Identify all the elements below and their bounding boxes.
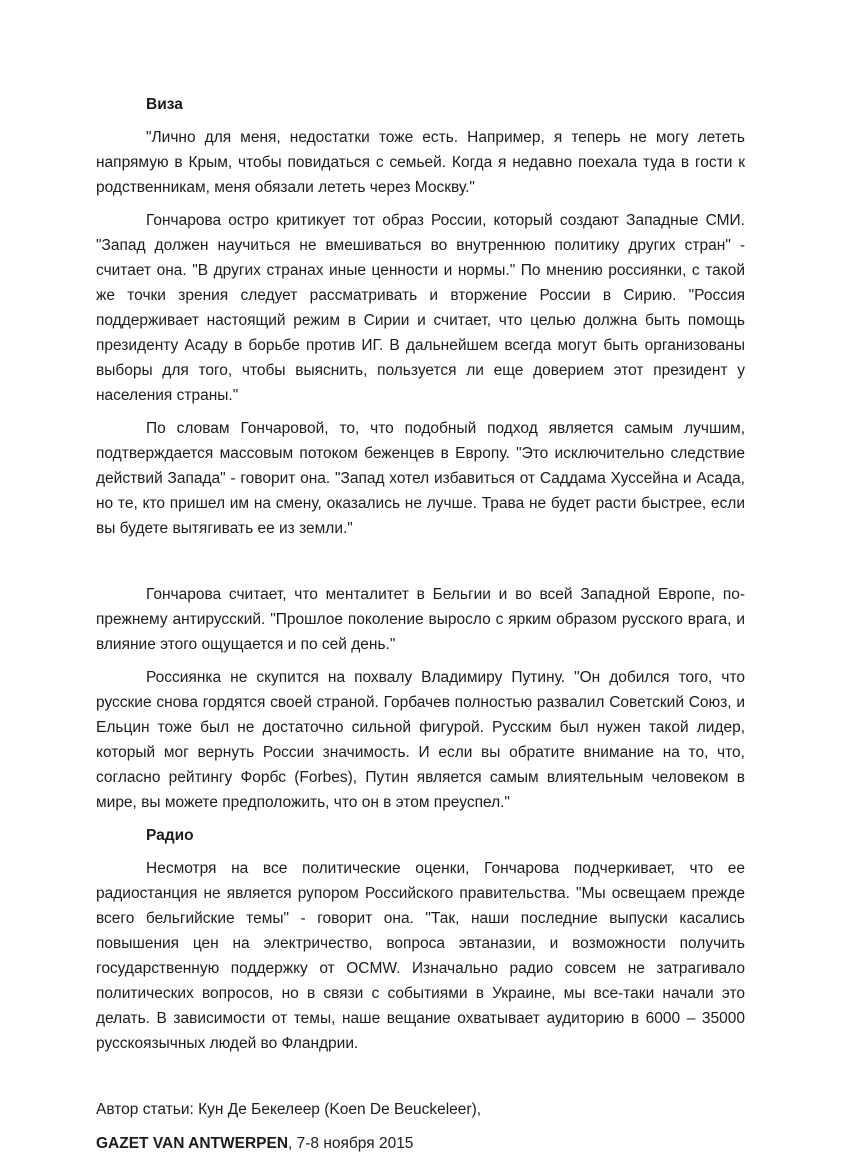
paragraph-western-media: Гончарова остро критикует тот образ России, который создают Западные СМИ. "Запад должен научиться не вмешиваться во внутреннюю политику других стран" - считает она. "В других странах иные ценности и нормы." По мнению россиянки, с такой же точки зрения следует рассматривать и вторжение России в Сирию. "Россия поддерживает настоящий режим в Сирии и считает, что целью должна быть помощь президенту Асаду в борьбе против ИГ. В дальнейшем всегда могут быть организованы выборы для того, чтобы выяснить, пользуется ли еще доверием этот президент у населения страны." xyxy=(96,212,745,404)
author-line: Автор статьи: Кун Де Бекелеер (Koen De Beuckeleer), xyxy=(96,1101,482,1118)
section-heading-visa: Виза xyxy=(146,96,183,113)
empty-paragraph xyxy=(96,1064,745,1089)
source-date: , 7-8 ноября 2015 xyxy=(288,1135,414,1152)
section-heading-radio: Радио xyxy=(146,827,194,844)
paragraph-visa-quote: "Лично для меня, недостатки тоже есть. Например, я теперь не могу лететь напрямую в Крым, чтобы повидаться с семьей. Когда я недавно поехала туда в гости к родственникам, меня обязали лететь через Москву." xyxy=(96,129,745,196)
paragraph-refugees: По словам Гончаровой, то, что подобный подход является самым лучшим, подтверждается массовым потоком беженцев в Европу. "Это исключительно следствие действий Запада" - говорит она. "Запад хотел избавиться от Саддама Хуссейна и Асада, но те, кто пришел им на смену, оказались не лучше. Трава не будет расти быстрее, если вы будете вытягивать ее из земли." xyxy=(96,420,745,537)
source-line xyxy=(96,1131,745,1156)
paragraph-putin-praise: Россиянка не скупится на похвалу Владимиру Путину. "Он добился того, что русские снова гордятся своей страной. Горбачев полностью развалил Советский Союз, и Ельцин тоже был не достаточно сильной фигурой. Русским был нужен такой лидер, который мог вернуть России значимость. И если вы обратите внимание на то, что, согласно рейтингу Форбс (Forbes), Путин является самым влиятельным человеком в мире, вы можете предположить, что он в этом преуспел." xyxy=(96,669,745,811)
empty-paragraph xyxy=(96,549,745,574)
source-publication-name: GAZET VAN ANTWERPEN xyxy=(96,1135,289,1152)
paragraph-mentality: Гончарова считает, что менталитет в Бельгии и во всей Западной Европе, по-прежнему антирусский. "Прошлое поколение выросло с ярким образом русского врага, и влияние этого ощущается и по сей день." xyxy=(96,586,745,653)
paragraph-radio-station: Несмотря на все политические оценки, Гончарова подчеркивает, что ее радиостанция не является рупором Российского правительства. "Мы освещаем прежде всего бельгийские темы" - говорит она. "Так, наши последние выпуски касались повышения цен на электричество, вопроса эвтаназии, и возможности получить государственную поддержку от OCMW. Изначально радио совсем не затрагивало политических вопросов, но в связи с событиями в Украине, мы все-таки начали это делать. В зависимости от темы, наше вещание охватывает аудиторию в 6000 – 35000 русскоязычных людей во Фландрии. xyxy=(96,860,745,1052)
